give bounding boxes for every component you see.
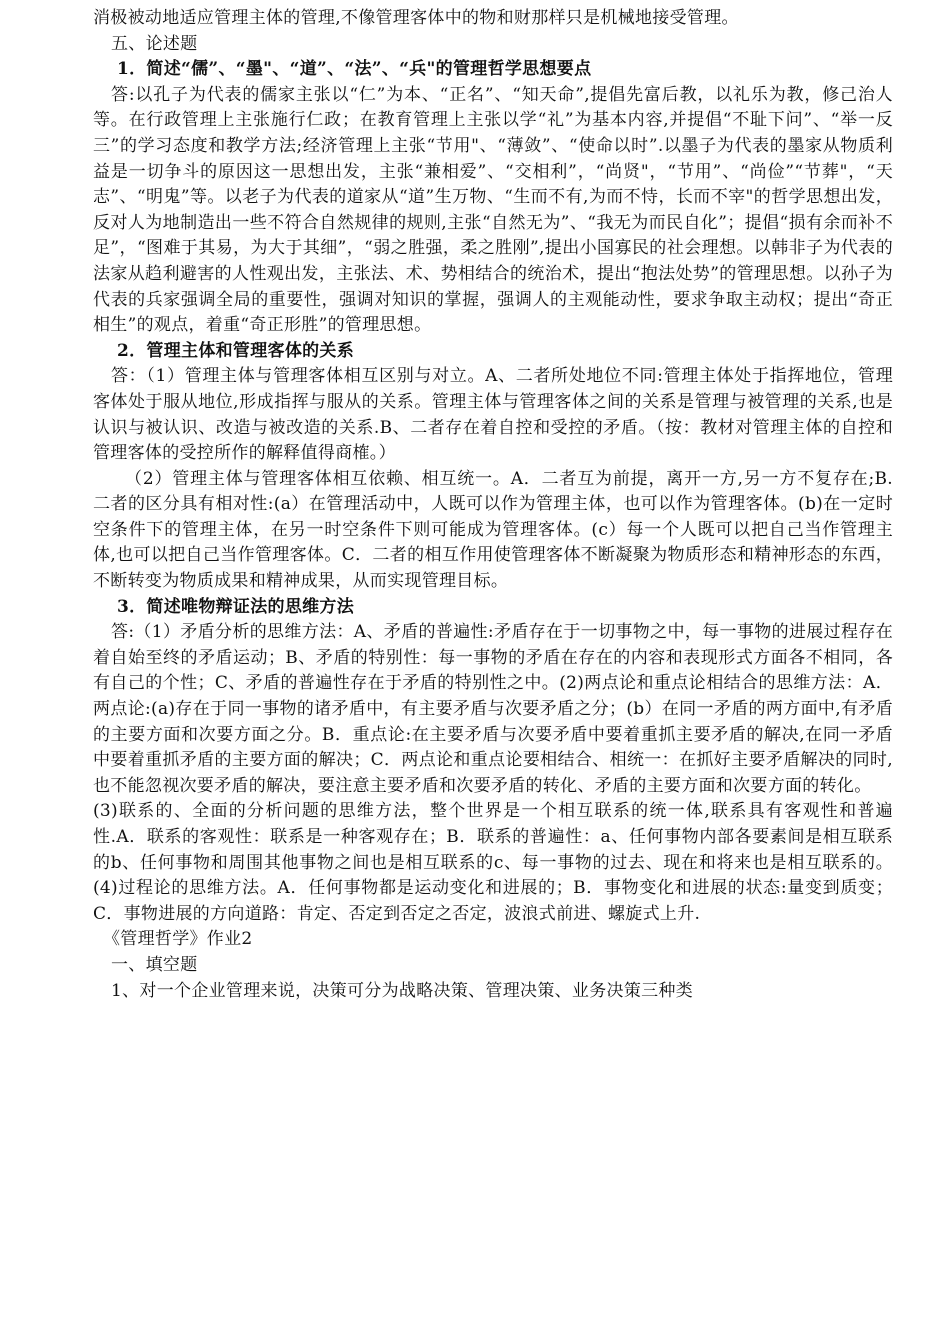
answer-paragraph-2-part-1: 答：（1）管理主体与管理客体相互区别与对立。A、二者所处地位不同:管理主体处于指挥地位，管理客体处于服从地位,形成指挥与服从的关系。管理主体与管理客体之间的关系是管理与被管理的关系,也是认识与被认识、改造与被改造的关系.B、二者存在着自控和受控的矛盾。（按：教材对管理主体的自控和管理客体的受控所作的解释值得商榷。）: [93, 366, 893, 464]
answer-paragraph-1: 答:以孔子为代表的儒家主张以“仁”为本、“正名”、“知天命”,提倡先富后教，以礼乐为教，修己治人等。在行政管理上主张施行仁政；在教育管理上主张以学“礼”为基本内容,并提倡“不耻下问”、“举一反三”的学习态度和教学方法;经济管理上主张“节用"、“薄敛”、“使命以时”.以墨子为代表的墨家从物质利益是一切争斗的原因这一思想出发，主张“兼相爱”、“交相利”，“尚贤"，“节用”、“尚俭”“节葬"，“天志”、“明鬼”等。以老子为代表的道家从“道”生万物、“生而不有,为而不恃，长而不宰"的哲学思想出发，反对人为地制造出一些不符合自然规律的规则,主张“自然无为”、“我无为而民自化”；提倡“损有余而补不足”，“图难于其易，为大于其细”，“弱之胜强，柔之胜刚”,提出小国寡民的社会理想。以韩非子为代表的法家从趋利避害的人性观出发，主张法、术、势相结合的统治术，提出“抱法处势”的管理思想。以孙子为代表的兵家强调全局的重要性，强调对知识的掌握，强调人的主观能动性，要求争取主动权；提出“奇正相生”的观点，着重“奇正形胜”的管理思想。: [93, 84, 893, 336]
question-heading-3: 3．简述唯物辩证法的思维方法: [117, 596, 355, 617]
document-page: [93, 6, 893, 1004]
section-heading-essay: 五、论述题: [111, 33, 198, 54]
answer-paragraph-3-part-1: 答:（1）矛盾分析的思维方法：A、矛盾的普遍性:矛盾存在于一切事物之中，每一事物的进展过程存在着自始至终的矛盾运动；B、矛盾的特别性：每一事物的矛盾在存在的内容和表现形式方面各不相同，各有自己的个性；C、矛盾的普遍性存在于矛盾的特别性之中。(2)两点论和重点论相结合的思维方法：A．两点论:(a)存在于同一事物的诸矛盾中，有主要矛盾与次要矛盾之分；(b）在同一矛盾的两方面中,有矛盾的主要方面和次要方面之分。B．重点论:在主要矛盾与次要矛盾中要着重抓主要矛盾的解决,在同一矛盾中要着重抓矛盾的主要方面的解决；C．两点论和重点论要相结合、相统一：在抓好主要矛盾解决的同时,也不能忽视次要矛盾的解决，要注意主要矛盾和次要矛盾的转化、矛盾的主要方面和次要方面的转化。: [93, 622, 893, 796]
answer-paragraph-3-part-2: (3)联系的、全面的分析问题的思维方法，整个世界是一个相互联系的统一体,联系具有客观性和普遍性.A．联系的客观性：联系是一种客观存在；B．联系的普遍性：a、任何事物内部各要素间是相互联系的b、任何事物和周围其他事物之间也是相互联系的c、每一事物的过去、现在和将来也是相互联系的。(4)过程论的思维方法。A．任何事物都是运动变化和进展的；B．事物变化和进展的状态:量变到质变；C．事物进展的方向道路：肯定、否定到否定之否定，波浪式前进、螺旋式上升.: [93, 801, 893, 924]
section-heading-fill-in: 一、填空题: [111, 954, 198, 975]
answer-paragraph-2-part-2: （2）管理主体与管理客体相互依赖、相互统一。A．二者互为前提，离开一方,另一方不复存在;B. 二者的区分具有相对性:(a）在管理活动中，人既可以作为管理主体，也可以作为管理客体。(b)在一定时空条件下的管理主体，在另一时空条件下则可能成为管理客体。(c）每一个人既可以把自己当作管理主体,也可以把自己当作管理客体。C．二者的相互作用使管理客体不断凝聚为物质形态和精神形态的东西，不断转变为物质成果和精神成果，从而实现管理目标。: [93, 468, 893, 592]
question-heading-2: 2．管理主体和管理客体的关系: [117, 340, 355, 361]
assignment-title: 《管理哲学》作业2: [103, 929, 253, 950]
fill-in-question-1: 1、对一个企业管理来说，决策可分为战略决策、管理决策、业务决策三种类: [111, 980, 694, 1001]
question-heading-1: 1．简述“儒”、“墨"、“道”、“法”、“兵"的管理哲学思想要点: [117, 59, 592, 80]
paragraph-continuation: 消极被动地适应管理主体的管理,不像管理客体中的物和财那样只是机械地接受管理。: [93, 8, 739, 28]
